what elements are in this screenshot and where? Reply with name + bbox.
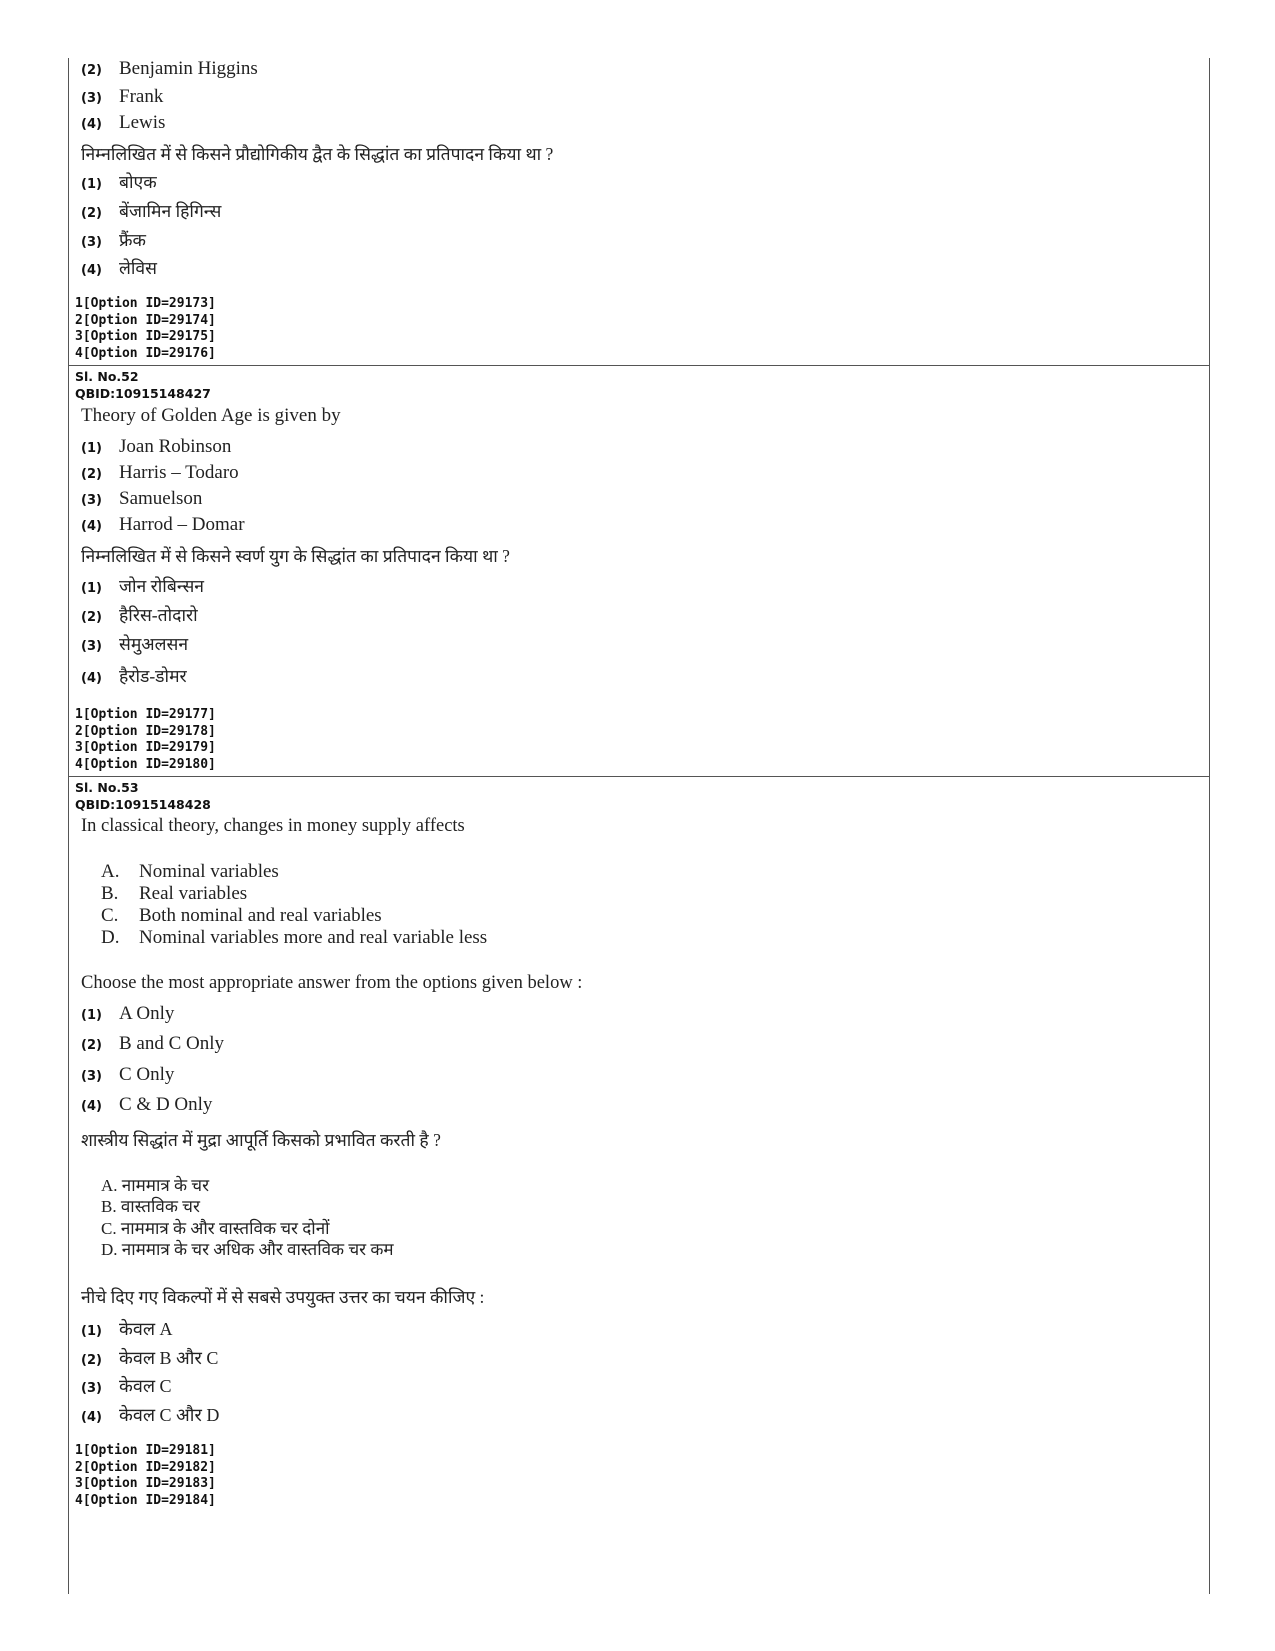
option-hi-2: (2) हैरिस-तोदारो: [81, 605, 198, 625]
option-hi-3: (3) सेमुअलसन: [81, 634, 189, 654]
option-hi-4: (4) हैरोड-डोमर: [81, 666, 187, 686]
statement-b: B. Real variables: [101, 883, 248, 904]
option-hi-3: (3) फ्रैंक: [81, 230, 146, 250]
option-en-3: (3) Samuelson: [81, 488, 203, 509]
option-id-list: 1[Option ID=29181] 2[Option ID=29182] 3[Option ID=29183] 4[Option ID=29184]: [75, 1443, 216, 1508]
question-text-hi: निम्नलिखित में से किसने प्रौद्योगिकीय द्वैत के सिद्धांत का प्रतिपादन किया था ?: [81, 144, 554, 164]
serial-number: Sl. No.52: [75, 369, 139, 384]
choose-instruction-en: Choose the most appropriate answer from the options given below :: [81, 973, 583, 993]
option-hi-3: (3) केवल C: [81, 1376, 172, 1396]
option-hi-2: (2) बेंजामिन हिगिन्स: [81, 201, 222, 221]
option-en-1: (1) Joan Robinson: [81, 436, 232, 457]
qbid: QBID:10915148428: [75, 797, 211, 812]
option-hi-2: (2) केवल B और C: [81, 1348, 219, 1368]
option-hi-4: (4) लेविस: [81, 258, 157, 278]
option-en-4: (4) C & D Only: [81, 1094, 213, 1115]
qbid: QBID:10915148427: [75, 386, 211, 401]
statement-hi-c: C. नाममात्र के और वास्तविक चर दोनों: [101, 1219, 330, 1238]
question-divider: [69, 776, 1209, 777]
choose-instruction-hi: नीचे दिए गए विकल्पों में से सबसे उपयुक्त उत्तर का चयन कीजिए :: [81, 1287, 485, 1307]
statement-hi-a: A. नाममात्र के चर: [101, 1176, 210, 1195]
statement-a: A. Nominal variables: [101, 861, 279, 882]
question-text-hi: शास्त्रीय सिद्धांत में मुद्रा आपूर्ति किसको प्रभावित करती है ?: [81, 1130, 441, 1150]
statement-hi-d: D. नाममात्र के चर अधिक और वास्तविक चर कम: [101, 1240, 394, 1259]
option-en-2: (2) B and C Only: [81, 1033, 225, 1054]
option-en-1: (1) A Only: [81, 1003, 175, 1024]
option-en-3: (3) Frank: [81, 86, 164, 107]
option-en-3: (3) C Only: [81, 1064, 175, 1085]
question-text-hi: निम्नलिखित में से किसने स्वर्ण युग के सिद्धांत का प्रतिपादन किया था ?: [81, 546, 510, 566]
option-en-4: (4) Lewis: [81, 112, 166, 133]
option-id-list: 1[Option ID=29173] 2[Option ID=29174] 3[Option ID=29175] 4[Option ID=29176]: [75, 296, 216, 361]
question-divider: [69, 365, 1209, 366]
option-en-4: (4) Harrod – Domar: [81, 514, 245, 535]
question-text-en: In classical theory, changes in money supply affects: [81, 816, 465, 836]
statement-hi-b: B. वास्तविक चर: [101, 1197, 200, 1216]
serial-number: Sl. No.53: [75, 780, 139, 795]
question-text-en: Theory of Golden Age is given by: [81, 405, 341, 426]
statement-c: C. Both nominal and real variables: [101, 905, 382, 926]
option-hi-1: (1) केवल A: [81, 1319, 173, 1339]
question-paper-frame: [68, 58, 1210, 1594]
option-hi-1: (1) बोएक: [81, 172, 157, 192]
option-hi-4: (4) केवल C और D: [81, 1405, 220, 1425]
option-id-list: 1[Option ID=29177] 2[Option ID=29178] 3[Option ID=29179] 4[Option ID=29180]: [75, 707, 216, 772]
statement-d: D. Nominal variables more and real variable less: [101, 927, 488, 948]
option-hi-1: (1) जोन रोबिन्सन: [81, 576, 204, 596]
option-en-2: (2) Harris – Todaro: [81, 462, 239, 483]
option-en-2: (2) Benjamin Higgins: [81, 58, 258, 79]
